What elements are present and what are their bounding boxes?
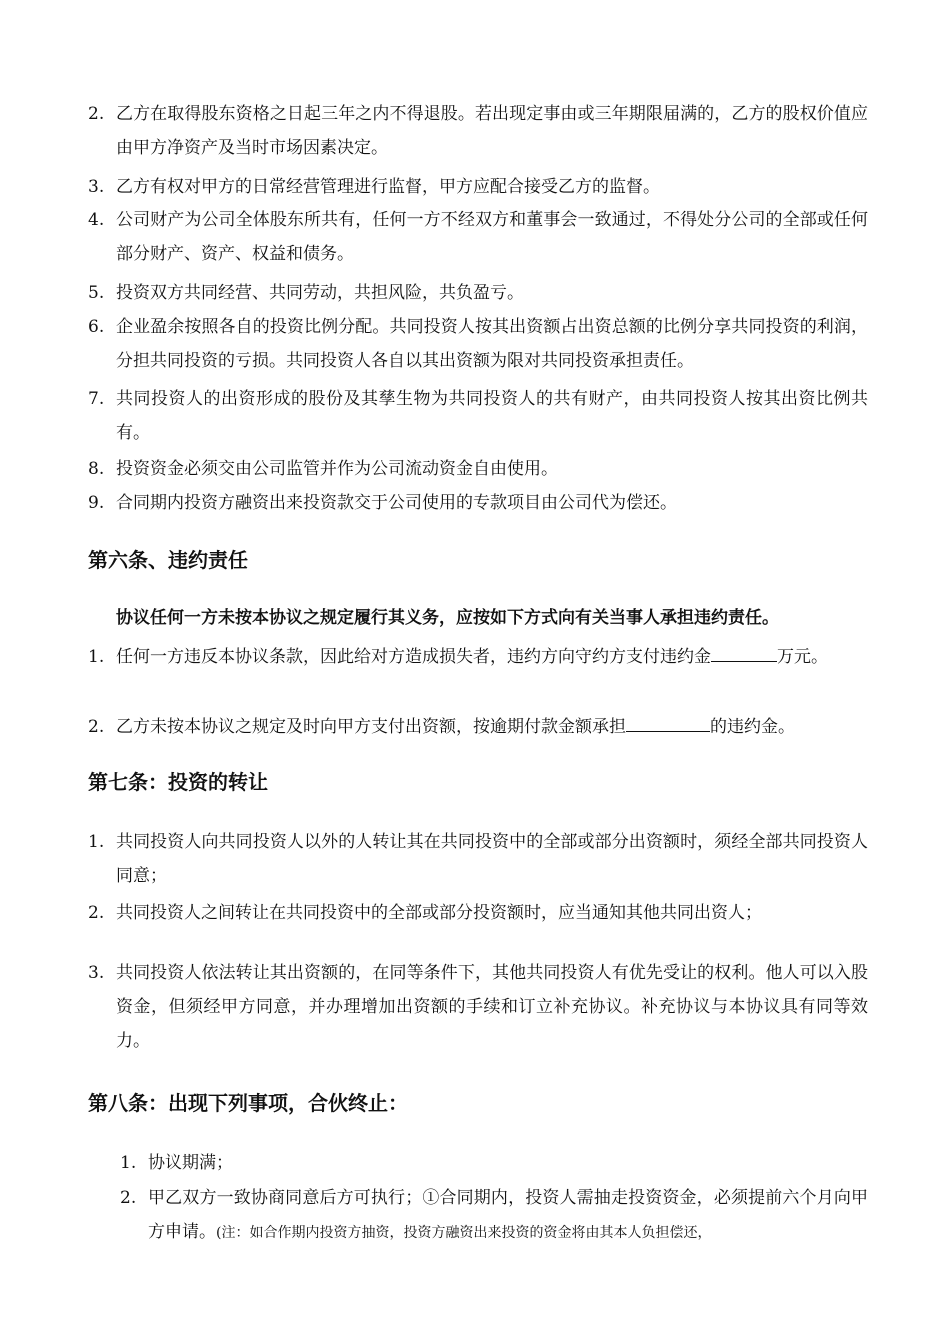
item-number: 2. (88, 903, 105, 923)
list-item (88, 825, 868, 893)
item-text: 合同期内投资方融资出来投资款交于公司使用的专款项目由公司代为偿还。 (116, 493, 677, 513)
item-text: 公司财产为公司全体股东所共有，任何一方不经双方和董事会一致通过，不得处分公司的全部或任何部分财产、资产、权益和债务。 (116, 210, 868, 264)
list-item (88, 170, 868, 204)
item-number: 4. (88, 210, 105, 230)
item-text: 共同投资人向共同投资人以外的人转让其在共同投资中的全部或部分出资额时，须经全部共同投资人同意； (116, 832, 868, 886)
item-number: 2. (88, 104, 105, 124)
item-number: 2. (120, 1188, 137, 1208)
item-number: 3. (88, 177, 105, 197)
list-item (120, 1146, 868, 1180)
item-number: 8. (88, 459, 105, 479)
item-text: 投资资金必须交由公司监管并作为公司流动资金自由使用。 (116, 459, 558, 479)
list-item (88, 486, 868, 520)
item-text: 协议期满； (148, 1153, 233, 1173)
list-item (88, 956, 868, 1058)
item-number: 1. (88, 832, 105, 852)
list-item (88, 896, 868, 930)
item-number: 1. (120, 1153, 137, 1173)
item-text: 乙方有权对甲方的日常经营管理进行监督，甲方应配合接受乙方的监督。 (116, 177, 660, 197)
item-text-after: 万元。 (777, 647, 828, 667)
item-number: 7. (88, 389, 105, 409)
item-text: 企业盈余按照各自的投资比例分配。共同投资人按其出资额占出资总额的比例分享共同投资的利润，分担共同投资的亏损。共同投资人各自以其出资额为限对共同投资承担责任。 (116, 317, 868, 371)
amount-blank (711, 641, 777, 662)
list-item (88, 452, 868, 486)
amount-blank (626, 711, 710, 732)
list-item (88, 382, 868, 450)
item-number: 1. (88, 647, 105, 667)
item-text: 乙方在取得股东资格之日起三年之内不得退股。若出现定事由或三年期限届满的，乙方的股权价值应由甲方净资产及当时市场因素决定。 (116, 104, 868, 158)
item-number: 2. (88, 717, 105, 737)
list-item (120, 1181, 868, 1250)
list-item (88, 310, 868, 378)
list-item (88, 97, 868, 165)
item-text (148, 1181, 868, 1250)
item-text-before: 乙方未按本协议之规定及时向甲方支付出资额，按逾期付款金额承担 (116, 717, 626, 737)
item-number: 6. (88, 317, 105, 337)
item-text-before: 任何一方违反本协议条款，因此给对方造成损失者，违约方向守约方支付违约金 (116, 647, 711, 667)
item-text (116, 710, 868, 744)
section-lead: 协议任何一方未按本协议之规定履行其义务，应按如下方式向有关当事人承担违约责任。 (116, 608, 779, 628)
item-text: 共同投资人依法转让其出资额的，在同等条件下，其他共同投资人有优先受让的权利。他人可以入股资金，但须经甲方同意，并办理增加出资额的手续和订立补充协议。补充协议与本协议具有同等效力。 (116, 963, 868, 1051)
section-heading: 第七条：投资的转让 (88, 770, 268, 794)
section-heading: 第八条：出现下列事项，合伙终止： (88, 1091, 408, 1115)
item-text: 共同投资人之间转让在共同投资中的全部或部分投资额时，应当通知其他共同出资人； (116, 903, 762, 923)
item-note: (注：如合作期内投资方抽资，投资方融资出来投资的资金将由其本人负担偿还， (216, 1225, 712, 1241)
item-number: 3. (88, 963, 105, 983)
item-text-after: 的违约金。 (710, 717, 795, 737)
list-item (88, 276, 868, 310)
list-item (88, 640, 868, 674)
item-text: 共同投资人的出资形成的股份及其孳生物为共同投资人的共有财产，由共同投资人按其出资比例共有。 (116, 389, 868, 443)
item-text (116, 640, 868, 674)
item-text-main: 甲乙双方一致协商同意后方可执行；①合同期内，投资人需抽走投资资金，必须提前六个月向甲方申请。 (148, 1188, 868, 1242)
section-heading: 第六条、违约责任 (88, 548, 248, 572)
list-item (88, 203, 868, 271)
item-text: 投资双方共同经营、共同劳动，共担风险，共负盈亏。 (116, 283, 524, 303)
item-number: 9. (88, 493, 105, 513)
item-number: 5. (88, 283, 105, 303)
list-item (88, 710, 868, 744)
